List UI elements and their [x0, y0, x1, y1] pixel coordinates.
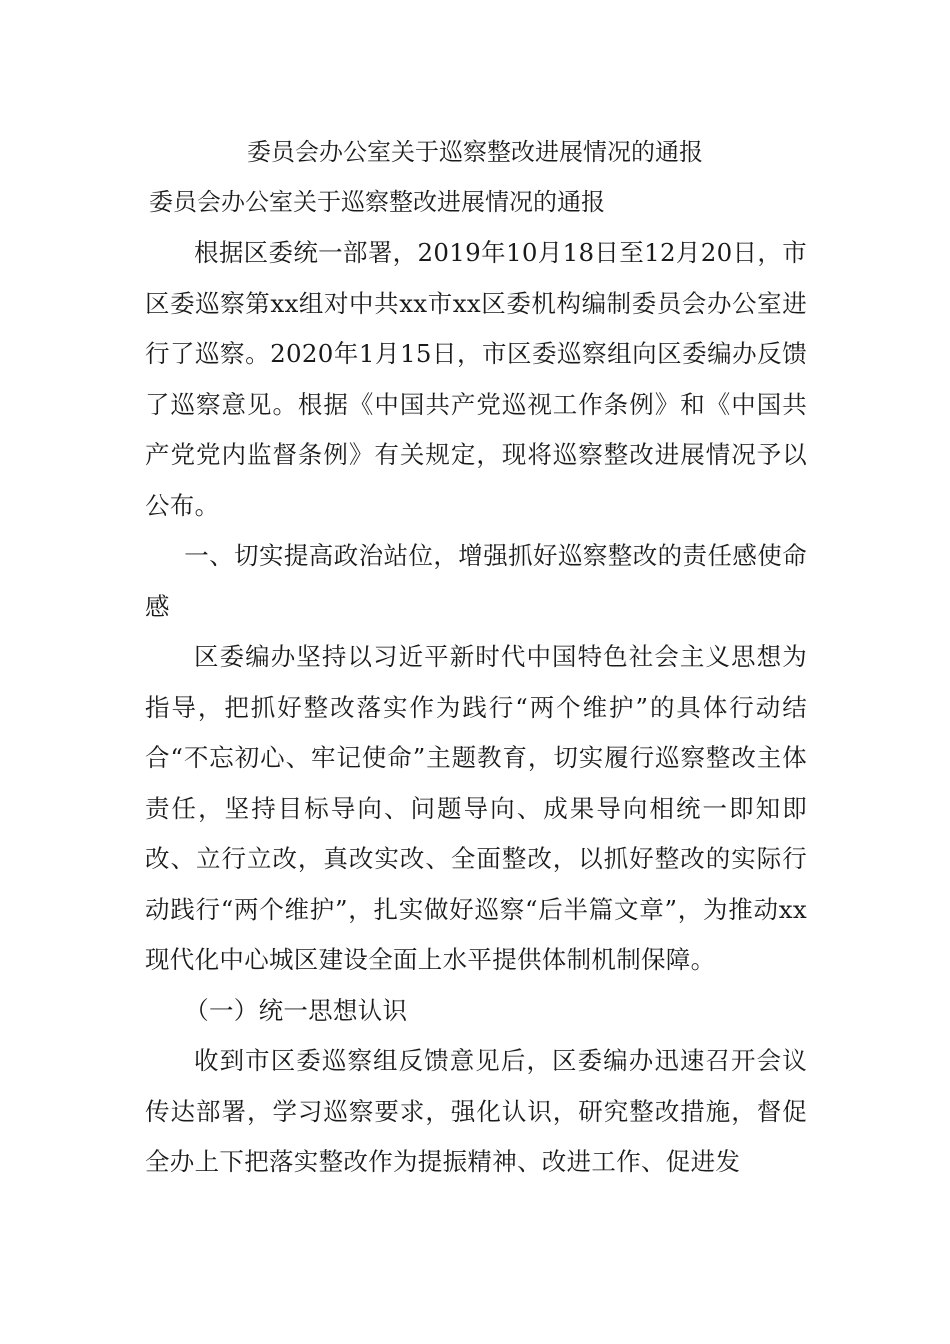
document-title: 委员会办公室关于巡察整改进展情况的通报: [247, 138, 703, 166]
section-heading-1: 一、切实提高政治站位，增强抓好巡察整改的责任感使命感: [145, 541, 807, 621]
document-body: [145, 228, 807, 1188]
subsection-heading-1: （一）统一思想认识: [184, 995, 408, 1025]
paragraph-subsection-1: 收到市区委巡察组反馈意见后，区委编办迅速召开会议传达部署，学习巡察要求，强化认识，研究整改措施，督促全办上下把落实整改作为提振精神、改进工作、促进发: [145, 1046, 807, 1176]
document-subtitle: 委员会办公室关于巡察整改进展情况的通报: [149, 188, 605, 216]
paragraph-intro: 根据区委统一部署，2019年10月18日至12月20日，市区委巡察第xx组对中共xx市xx区委机构编制委员会办公室进行了巡察。2020年1月15日，市区委巡察组向区委编办反馈了巡察意见。根据《中国共产党巡视工作条例》和《中国共产党党内监督条例》有关规定，现将巡察整改进展情况予以公布。: [145, 238, 807, 520]
paragraph-section-1: 区委编办坚持以习近平新时代中国特色社会主义思想为指导，把抓好整改落实作为践行“两个维护”的具体行动结合“不忘初心、牢记使命”主题教育，切实履行巡察整改主体责任，坚持目标导向、问题导向、成果导向相统一即知即改、立行立改，真改实改、全面整改，以抓好整改的实际行动践行“两个维护”，扎实做好巡察“后半篇文章”，为推动xx现代化中心城区建设全面上水平提供体制机制保障。: [145, 642, 807, 974]
